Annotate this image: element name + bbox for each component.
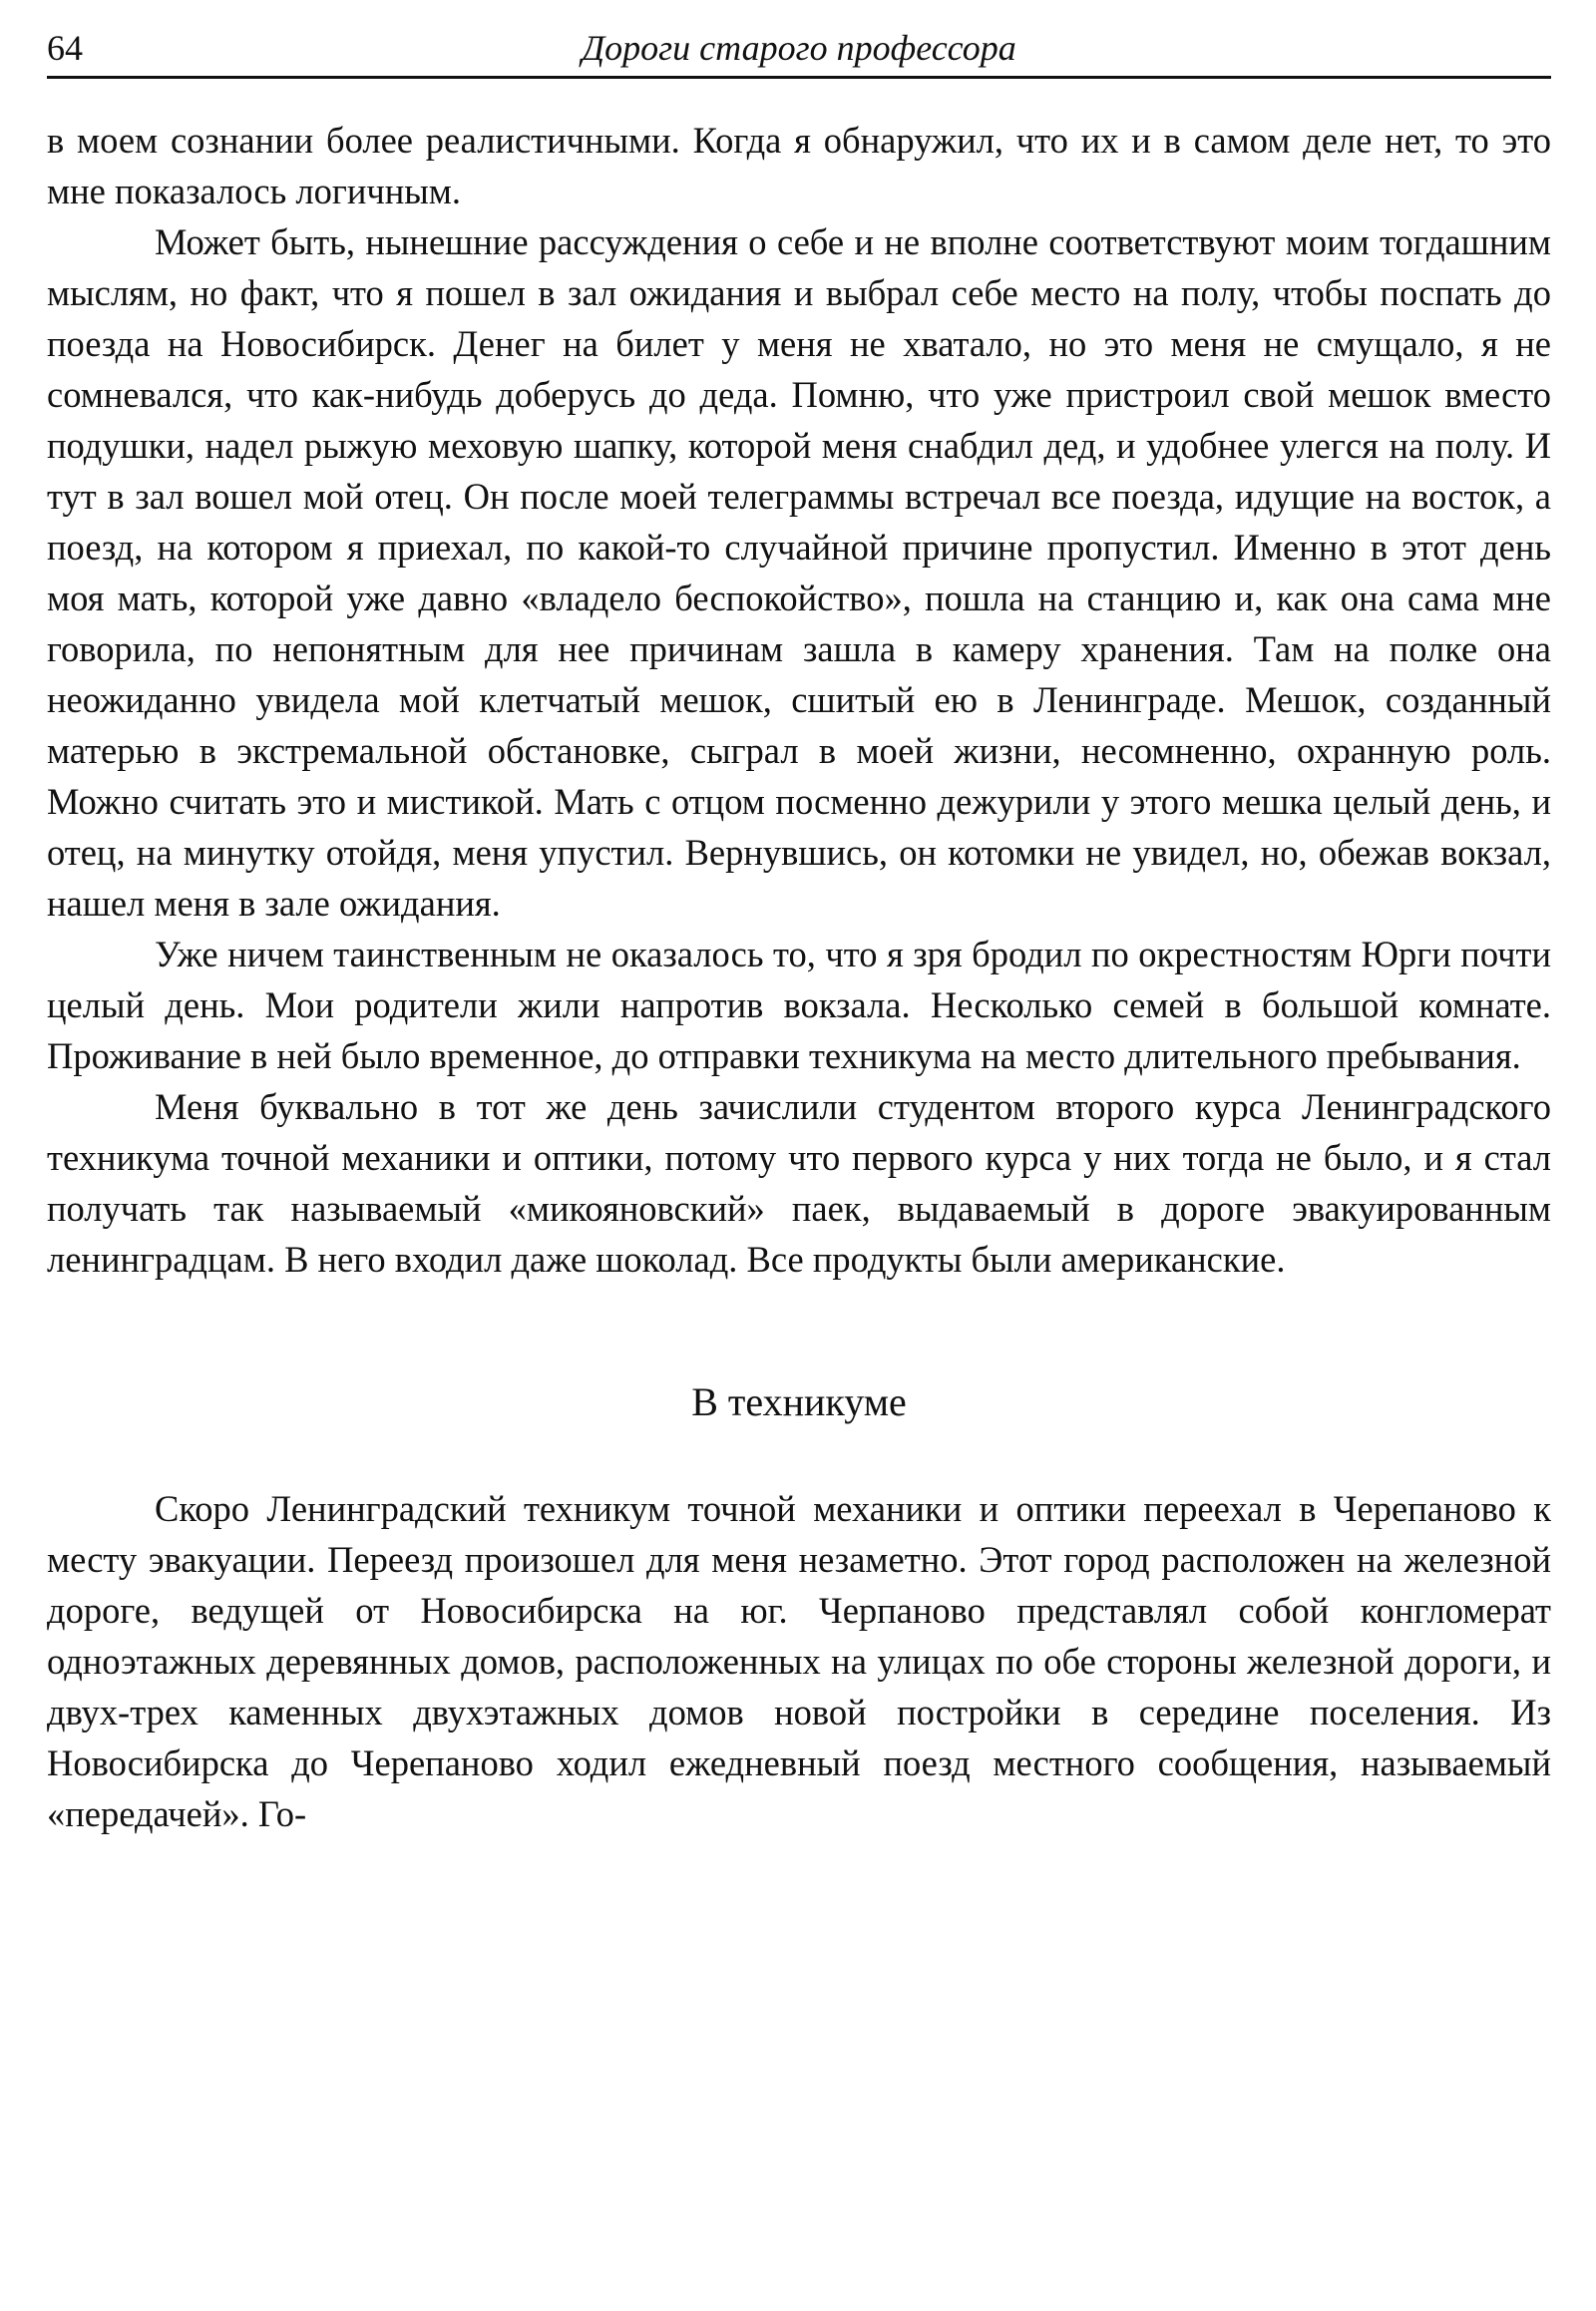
body-text [47,115,1551,1285]
paragraph: Уже ничем таинственным не оказалось то, что я зря бродил по окрестностям Юрги почти целый день. Мои родители жили напротив вокзала. Несколько семей в большой комнате. Проживание в ней было временное, до отправки техникума на место длительного пребывания. [47,934,1551,1076]
paragraph: Скоро Ленинградский техникум точной механики и оптики переехал в Черепаново к месту эвакуации. Переезд произошел для меня незаметно. Этот город расположен на железной дороге, ведущей от Новосибирска на юг. Черпаново представлял собой конгломерат одноэтажных деревянных домов, расположенных на улицах по обе стороны железной дороги, и двух-трех каменных двухэтажных домов новой постройки в середине поселения. Из Новосибирска до Черепаново ходил ежедневный поезд местного сообщения, называемый «передачей». Го- [47,1488,1551,1834]
paragraph: Меня буквально в тот же день зачислили студентом второго курса Ленинградского техникума точной механики и оптики, потому что первого курса у них тогда не было, и я стал получать так называемый «микояновский» паек, выдаваемый в дороге эвакуированным ленинградцам. В него входил даже шоколад. Все продукты были американские. [47,1086,1551,1280]
book-page [47,24,1551,1839]
paragraph: Может быть, нынешние рассуждения о себе и не вполне соответствуют моим тогдашним мыслям, но факт, что я пошел в зал ожидания и выбрал себе место на полу, чтобы поспать до поезда на Новосибирск. Денег на билет у меня не хватало, но это меня не смущало, я не сомневался, что как-нибудь доберусь до деда. Помню, что уже пристроил свой мешок вместо подушки, надел рыжую меховую шапку, которой меня снабдил дед, и удобнее улегся на полу. И тут в зал вошел мой отец. Он после моей телеграммы встречал все поезда, идущие на восток, а поезд, на котором я приехал, по какой-то случайной причине пропустил. Именно в этот день моя мать, которой уже давно «владело беспокойство», пошла на станцию и, как она сама мне говорила, по непонятным для нее причинам зашла в камеру хранения. Там на полке она неожиданно увидела мой клетчатый мешок, сшитый ею в Ленинграде. Мешок, созданный матерью в экстремальной обстановке, сыграл в моей жизни, несомненно, охранную роль. Можно считать это и мистикой. Мать с отцом посменно дежурили у этого мешка целый день, и отец, на минутку отойдя, меня упустил. Вернувшись, он котомки не увидел, но, обежав вокзал, нашел меня в зале ожидания. [47,221,1551,924]
paragraph-continued: в моем сознании более реалистичными. Когда я обнаружил, что их и в самом деле нет, то это мне показалось логичным. [47,120,1551,211]
section-heading: В техникуме [691,1379,907,1424]
running-header [47,24,1551,79]
running-title: Дороги старого профессора [582,28,1016,68]
section-text [47,1483,1551,1839]
page-number: 64 [47,28,83,68]
